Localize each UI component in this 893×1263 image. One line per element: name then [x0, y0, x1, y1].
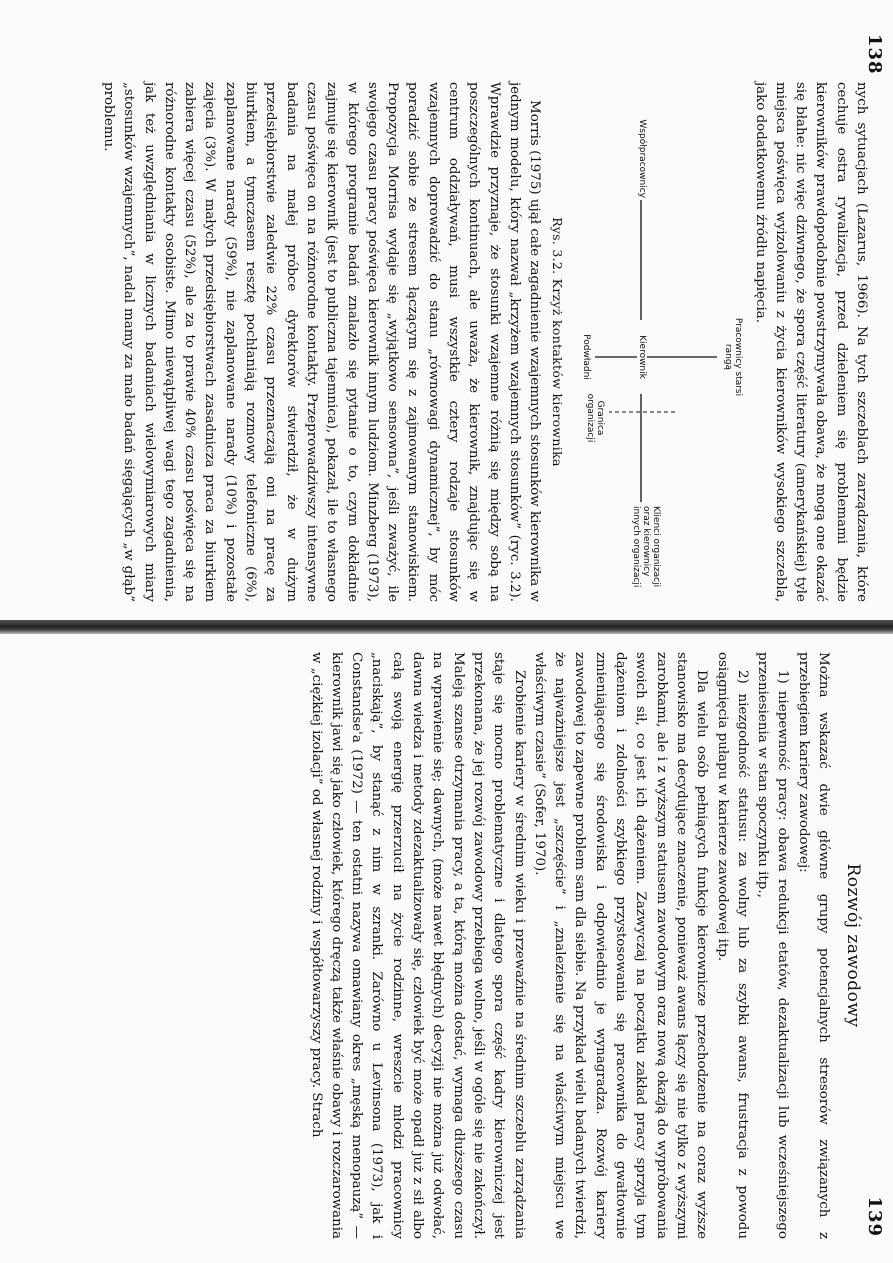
figure-3-2: [567, 82, 745, 602]
intro-paragraph: Można wskazać dwie główne grupy potencjalnych stresorów związanych z przebiegiem kariery zawodowej:: [795, 652, 831, 1239]
label-senior-staff: Pracownicy starsi rangą: [723, 317, 744, 397]
label-boundary: Granica organizacji: [585, 393, 606, 443]
label-subordinates: Podwładni: [581, 334, 592, 380]
paragraph-2: Morris (1975) ujął całe zagadnienie wzajemnych stosunków kierownika w jednym modelu, który nazwał „krzyżem wzajemnych stosunków” (ryc. 3.2). Wprawdzie przyznaje, że stosunki wzajemne różnią się między sobą na poszczególnych kontinuach, ale uważa, że kierownik, znajdując się w centrum oddziaływań, musi wszystkie cztery rodzaje stosunków wzajemnych doprowadzić do stanu „równowagi dynamicznej”, by móc poradzić sobie ze stresem łączącym się z zajmowanym stanowiskiem. Propozycja Morrisa wydaje się „wyjątkowo sensowna”, jeśli zważyć, ile swojego czasu pracy poświęca kierownik innym ludziom. Minzberg (1973), w którego programie badań znalazło się pytanie o to, czym dokładnie zajmuje się kierownik (jest to publiczna tajemnica), pokazał, ile to własnego czasu poświęca on na różnorodne kontakty. Przeprowadziwszy intensywne badania na małej próbce dyrektorów stwierdził, że w dużym przedsiębiorstwie zaledwie 22% czasu przeznaczają oni na pracę za biurkiem, a tymczasem resztę pochłaniają rozmowy telefoniczne (6%), zaplanowane narady (59%), nie zaplanowane narady (10%) i pozostałe zajęcia (3%). W małych przedsiębiorstwach zasadnicza praca za biurkiem zabiera więcej czasu (52%), ale za to prawie 40% czasu poświęca się na różnorodne kontakty osobiste. Mimo niewątpliwej wagi tego zagadnienia, jak też uwzględniania w licznych badaniach wielowymiarowych miary „stosunków wzajemnych”, nadal mamy za mało badań sięgających „w głąb” problemu.: [100, 82, 543, 602]
label-clients: Klienci organizacji oraz kierownicy innych organizacji: [631, 506, 662, 588]
paragraph-3: Dla wielu osób pełniących funkcje kierownicze przechodzenie na coraz wyższe stanowisko ma decydujące znaczenie, ponieważ awans łączy się nie tylko z wyższymi zarobkami, ale i z wyższym statusem zawodowym oraz nową okazją do wypróbowania swoich sił, co jest ich dążeniem. Zazwyczaj na początku zakład pracy sprzyja tym dążeniom i zdolności szybkiego przystosowania się pracownika do gwałtownie zmieniającego się środowiska i odpowiednio je wynagradza. Rozwój kariery zawodowej to zapewne problem sam dla siebie. Na przykład wielu badanych twierdzi, że najważniejsze jest „szczęście” i „znalezienie się na właściwym miejscu we właściwym czasie” (Sofer, 1970).: [531, 652, 710, 1239]
paragraph-4: Zrobienie kariery w średnim wieku i przewaźnie na średnim szczeblu zarządzania staje się mocno problematyczne i dlatego spora część kadry kierowniczej jest przekonana, że jej rozwój zawodowy przebiega wolno, jeśli w ogóle się nie zakończył. Maleją szanse otrzymania pracy, a ta, którą można dostać, wymaga dłuższego czasu na wprawienie się; dawnych, (może nawet błędnych) decyzji nie można już odwołać, dawna wiedza i metody zdezaktualizowały się, człowiek być może opadł już z sił albo całą swoją energię przerzucił na życie rodzinne, wreszcie młodzi pracownicy „naciskają”, by stanąć z nim w szranki. Zarówno u Levinsona (1973), jak i Constandse'a (1972) — ten ostatni nazywa omawiany okres „męską menopauzą” — kierownik jawi się jako człowiek, którego dręczą także właśnie obawy i rozczarowania w „ciężkiej izolacji” od własnej rodziny i współtowarzyszy pracy. Strach: [308, 652, 527, 1239]
page-number-left: 138: [864, 34, 885, 75]
section-heading: Rozwój zawodowy: [843, 863, 863, 1028]
list-item-2: 2) niezgodność statusu: za wolny lub za szybki awans, frustracja z powodu osiągnięcia pułapu w karierze zawodowej itp.: [714, 652, 750, 1239]
figure-caption: Rys. 3.2. Krzyż kontaktów kierownika: [550, 217, 566, 467]
list-item-1: 1) niepewność pracy: obawa redukcji etatów, dezaktualizacji lub wcześniejszego przeniesienia w stan spoczynku itp.,: [755, 652, 791, 1239]
label-coworkers: Współpracownicy: [637, 119, 648, 198]
label-manager: Kierownik: [637, 320, 647, 394]
paragraph-1: nych sytuacjach (Lazarus, 1966). Na tych szczeblach zarządzania, które cechuje ostra rywalizacja, przed dzieleniem się problemami będzie kierowników prawdopodobnie powstrzymywała obawa, że mogą one okazać się błahe: nic więc dziwnego, że spora część literatury (amerykańskiej) tyle miejsca poświęca wyizolowaniu z życia kierowników wysokiego szczebla, jako dodatkowemu źródłu napięcia.: [752, 82, 869, 602]
page-left: [0, 0, 893, 622]
page-right: [0, 632, 893, 1263]
page-number-right: 139: [864, 1196, 885, 1237]
